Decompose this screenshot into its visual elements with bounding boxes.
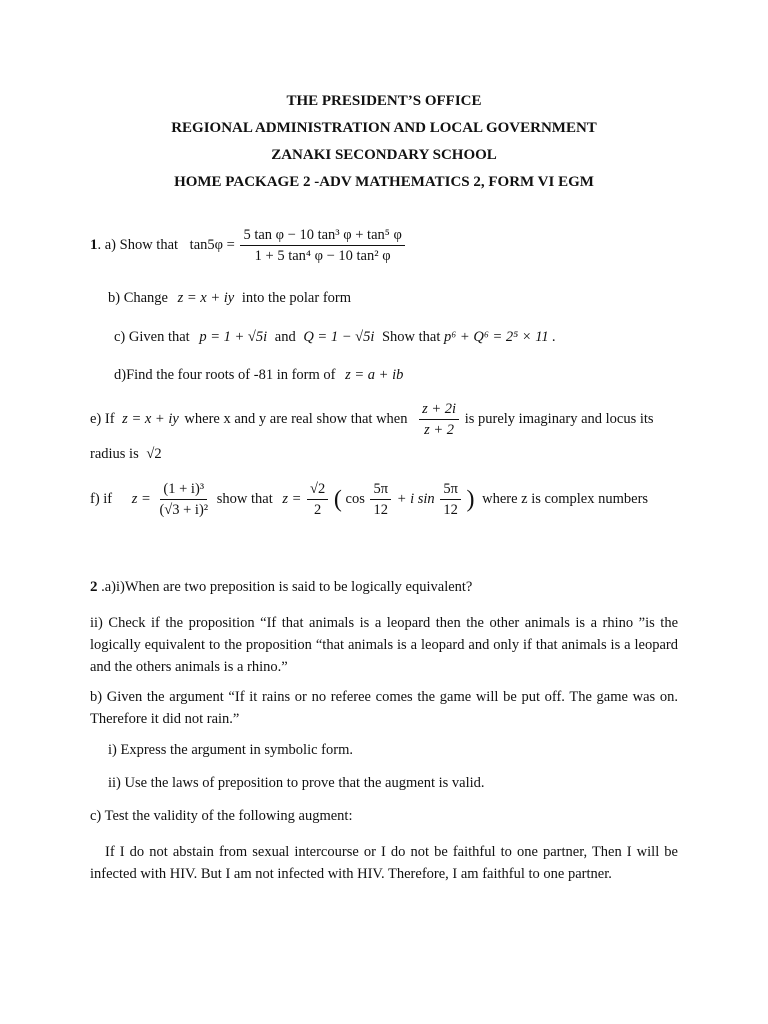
- q1f-z2: z =: [282, 490, 302, 507]
- q1f-z: z =: [131, 490, 151, 507]
- q1a-lhs: tan5φ =: [189, 236, 235, 253]
- question-2a-ii: ii) Check if the proposition “If that animals is a leopard then the other animals is a rhino ”is the logically equivalent to the proposition “that animals is a leopard and only if that animals is a leopard and the others animals is a rhino.”: [90, 615, 678, 675]
- question-1d: [114, 367, 403, 384]
- q1a-numerator: 5 tan φ − 10 tan³ φ + tan⁵ φ: [240, 226, 404, 246]
- q1f-coef-num: √2: [307, 480, 328, 500]
- q1a-fraction: [240, 226, 404, 265]
- right-paren: ): [466, 486, 475, 513]
- left-paren: (: [333, 486, 342, 513]
- q1f-tail: where z is complex numbers: [482, 490, 649, 507]
- q1f-angle-1: [370, 480, 391, 519]
- q1b-expression: z = x + iy: [177, 290, 235, 306]
- q1f-angle-num-2: 5π: [440, 480, 461, 500]
- q1e-text: e) If: [90, 410, 115, 427]
- q1f-show: show that: [216, 490, 273, 507]
- q1c-q: Q = 1 − √5i: [303, 329, 375, 345]
- q1c-text: c) Given that: [114, 329, 190, 345]
- q1c-p: p = 1 + √5i: [199, 329, 268, 345]
- q1e-radius-text: radius is: [90, 446, 139, 462]
- q1f-cos: cos: [345, 490, 365, 507]
- question-2c: c) Test the validity of the following augment:: [90, 808, 353, 824]
- package-title: HOME PACKAGE 2 -ADV MATHEMATICS 2, FORM VI EGM: [174, 174, 594, 190]
- q1f-numerator: (1 + i)³: [160, 480, 207, 500]
- question-2c-body: If I do not abstain from sexual intercourse or I do not be faithful to one partner, Then I will be infected with HIV. But I am not infected with HIV. Therefore, I am faithful to one partner.: [90, 844, 678, 882]
- q1e-numerator: z + 2i: [419, 400, 459, 420]
- q1f-denominator: (√3 + i)²: [159, 502, 209, 519]
- q1f-angle-num: 5π: [370, 480, 391, 500]
- q1c-show: Show that: [381, 329, 441, 345]
- question-2b: b) Given the argument “If it rains or no referee comes the game will be put off. The game was on. Therefore it did not rain.”: [90, 689, 678, 727]
- q1b-text: b) Change: [108, 290, 168, 306]
- question-2b-ii: ii) Use the laws of preposition to prove that the augment is valid.: [108, 775, 485, 791]
- question-2b-i: i) Express the argument in symbolic form.: [108, 742, 353, 758]
- question-2a-i: [90, 579, 472, 596]
- q1a-denominator: 1 + 5 tan⁴ φ − 10 tan² φ: [254, 248, 391, 265]
- question-1f: [90, 480, 648, 519]
- question-1c: [114, 329, 556, 346]
- q1f-isin: + i sin: [396, 490, 435, 507]
- q1d-text: d)Find the four roots of -81 in form of: [114, 367, 336, 383]
- q2a-i-text: .a)i)When are two preposition is said to be logically equivalent?: [97, 579, 473, 595]
- q1f-angle-den: 12: [373, 502, 389, 519]
- q1e-fraction: [419, 400, 459, 439]
- question-1e-line2: [90, 446, 162, 463]
- question-1a: [90, 226, 407, 265]
- question-1e: [90, 400, 654, 439]
- q1e-mid: where x and y are real show that when: [184, 410, 408, 427]
- q1a-text: . a) Show that: [97, 236, 179, 253]
- question-number: 1: [90, 236, 98, 253]
- q1f-angle-2: [440, 480, 461, 519]
- q1f-fraction: [156, 480, 211, 519]
- q1e-radius: √2: [146, 446, 162, 462]
- q1d-expression: z = a + ib: [345, 367, 404, 383]
- office-title: THE PRESIDENT’S OFFICE: [286, 93, 482, 109]
- q1e-tail: is purely imaginary and locus its: [464, 410, 654, 427]
- school-name: ZANAKI SECONDARY SCHOOL: [271, 147, 497, 163]
- question-number: 2: [90, 579, 98, 595]
- q1f-coef-den: 2: [314, 502, 322, 519]
- q1f-angle-den-2: 12: [443, 502, 458, 519]
- q1f-text: f) if: [90, 490, 113, 507]
- q1e-expression: z = x + iy: [122, 410, 179, 427]
- q1c-result: p⁶ + Q⁶ = 2⁵ × 11 .: [444, 329, 556, 345]
- q1f-coefficient: [307, 480, 328, 519]
- administration-title: REGIONAL ADMINISTRATION AND LOCAL GOVERNMENT: [171, 120, 597, 136]
- q1e-denominator: z + 2: [424, 422, 455, 439]
- question-1b: [108, 290, 351, 307]
- q1b-tail: into the polar form: [241, 290, 352, 306]
- q1c-and: and: [274, 329, 296, 345]
